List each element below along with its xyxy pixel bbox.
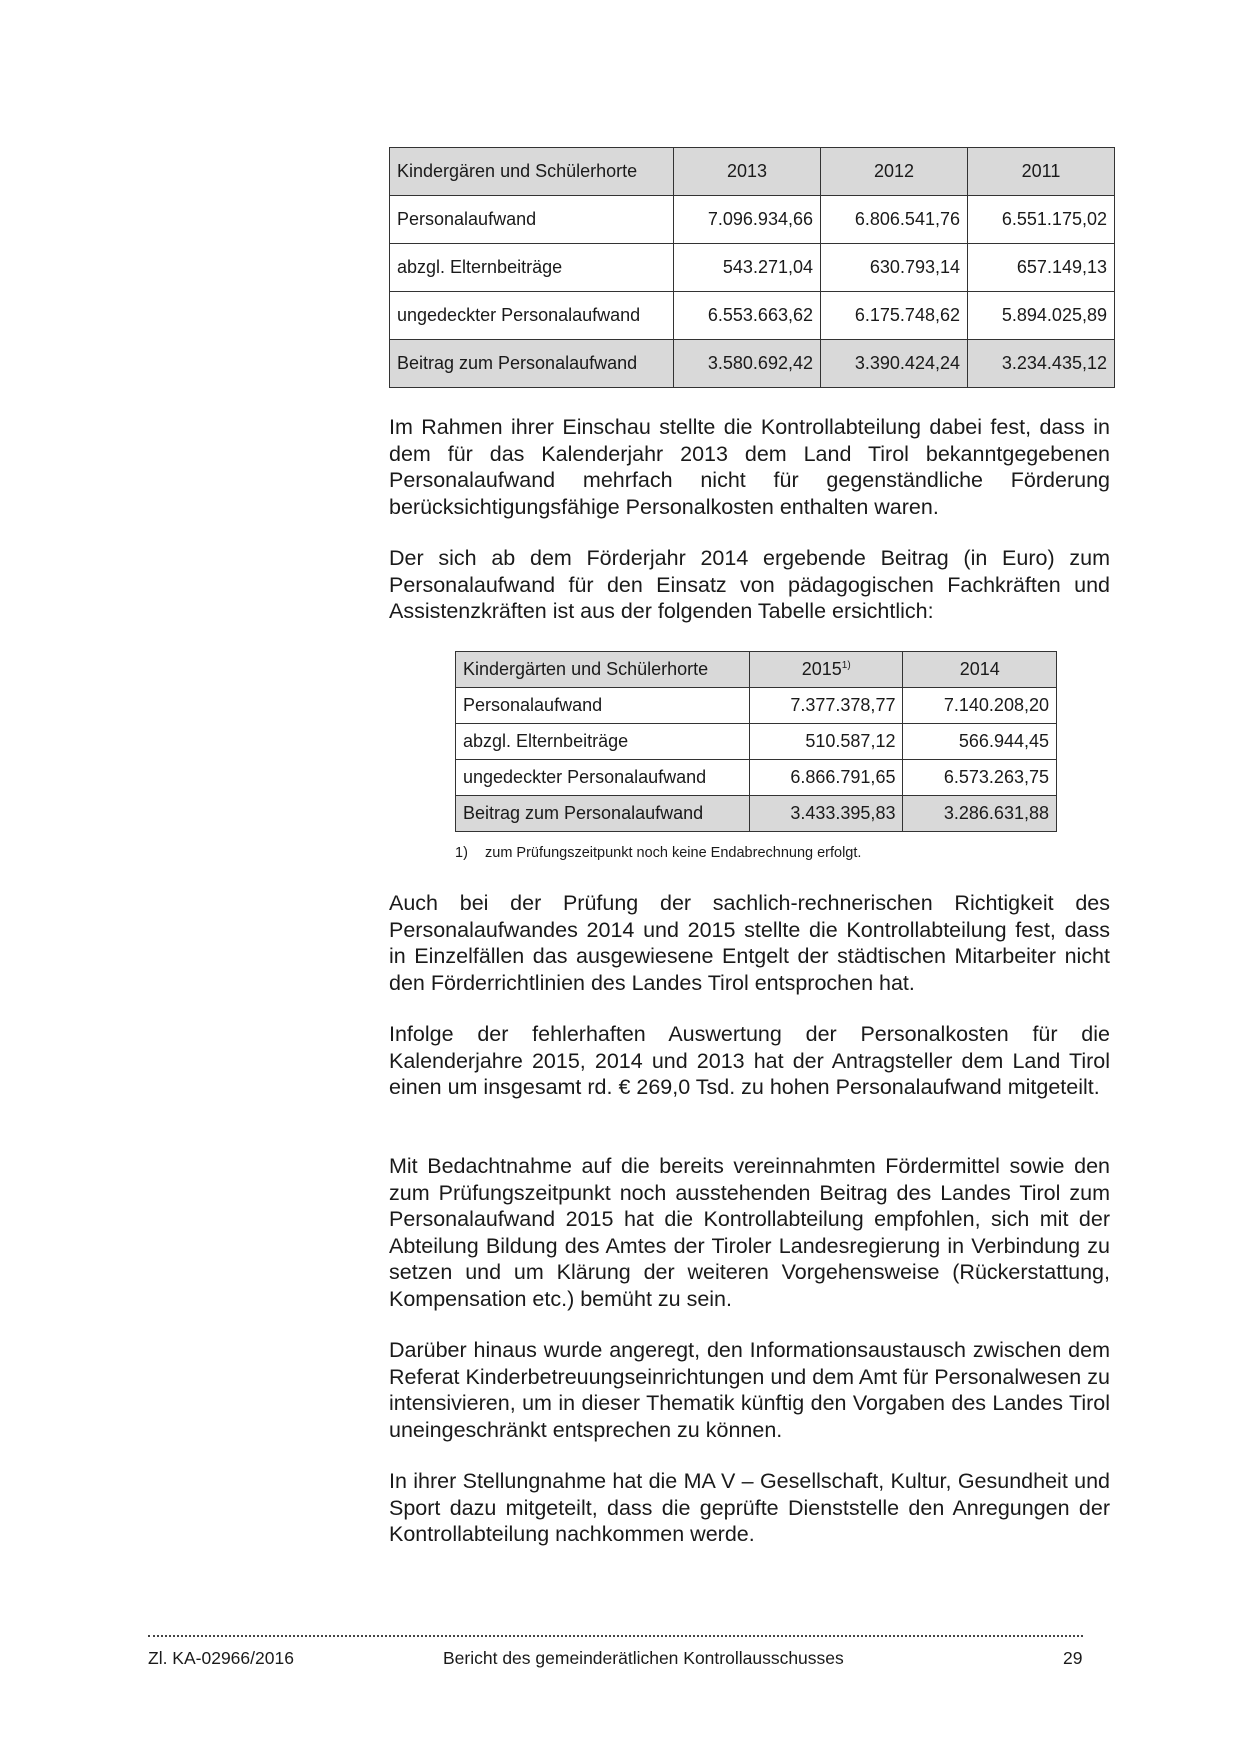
table-cell: ungedeckter Personalaufwand	[390, 292, 674, 340]
table-cell: Beitrag zum Personalaufwand	[390, 340, 674, 388]
footer-reference: Zl. KA-02966/2016	[148, 1648, 294, 1668]
table-cell: 7.096.934,66	[674, 196, 821, 244]
table-cell: 6.573.263,75	[903, 760, 1057, 796]
table-cell: 566.944,45	[903, 724, 1057, 760]
header-cell: 2011	[968, 148, 1115, 196]
table-cell: Personalaufwand	[390, 196, 674, 244]
table-cell: 6.806.541,76	[821, 196, 968, 244]
table-cell: 6.866.791,65	[749, 760, 903, 796]
paragraph: Infolge der fehlerhaften Auswertung der Personalkosten für die Kalenderjahre 2015, 2014 und 2013 hat der Antragsteller dem Land Tirol einen um insgesamt rd. € 269,0 Tsd. zu hohen Personalaufwand mitgeteilt.	[389, 1022, 1110, 1099]
paragraph: Darüber hinaus wurde angeregt, den Informationsaustausch zwischen dem Referat Kinderbetreuungseinrichtungen und dem Amt für Personalwesen zu intensivieren, um in dieser Thematik künftig den Vorgaben des Landes Tirol uneingeschränkt entsprechen zu können.	[389, 1338, 1110, 1442]
table-row	[390, 340, 1115, 388]
header-year: 2015	[801, 659, 842, 679]
table-cell: 3.580.692,42	[674, 340, 821, 388]
table-row	[456, 760, 1057, 796]
table-footnote	[455, 845, 861, 861]
table-cell: 7.377.378,77	[749, 688, 903, 724]
paragraph: Mit Bedachtnahme auf die bereits vereinnahmten Fördermittel sowie den zum Prüfungszeitpunkt noch ausstehenden Beitrag des Landes Tirol zum Personalaufwand 2015 hat die Kontrollabteilung empfohlen, sich mit der Abteilung Bildung des Amtes der Tiroler Landesregierung in Verbindung zu setzen und um Klärung der weiteren Vorgehensweise (Rückerstattung, Kompensation etc.) bemüht zu sein.	[389, 1154, 1110, 1311]
table-header-row	[456, 652, 1057, 688]
table-cell: abzgl. Elternbeiträge	[456, 724, 750, 760]
table-cell: ungedeckter Personalaufwand	[456, 760, 750, 796]
table-cell: 630.793,14	[821, 244, 968, 292]
header-cell	[749, 652, 903, 688]
header-cell: 2013	[674, 148, 821, 196]
table-row	[390, 292, 1115, 340]
footnote-ref: 1)	[841, 660, 851, 671]
table-row	[456, 688, 1057, 724]
table-cell: Beitrag zum Personalaufwand	[456, 796, 750, 832]
table-personalaufwand-2011-2013	[389, 147, 1115, 388]
table-cell: 543.271,04	[674, 244, 821, 292]
footnote-mark: 1)	[455, 845, 468, 861]
header-cell: 2014	[903, 652, 1057, 688]
table-row	[456, 724, 1057, 760]
table-header-row	[390, 148, 1115, 196]
paragraph: Auch bei der Prüfung der sachlich-rechnerischen Richtigkeit des Personalaufwandes 2014 und 2015 stellte die Kontrollabteilung fest, dass in Einzelfällen das ausgewiesene Entgelt der städtischen Mitarbeiter nicht den Förderrichtlinien des Landes Tirol entsprochen hat.	[389, 891, 1110, 995]
table-cell: 3.433.395,83	[749, 796, 903, 832]
paragraph: In ihrer Stellungnahme hat die MA V – Gesellschaft, Kultur, Gesundheit und Sport dazu mitgeteilt, dass die geprüfte Dienststelle den Anregungen der Kontrollabteilung nachkommen werde.	[389, 1469, 1110, 1546]
table-cell: 6.553.663,62	[674, 292, 821, 340]
page-number: 29	[1063, 1648, 1083, 1668]
paragraph: Der sich ab dem Förderjahr 2014 ergebende Beitrag (in Euro) zum Personalaufwand für den Einsatz von pädagogischen Fachkräften und Assistenzkräften ist aus der folgenden Tabelle ersichtlich:	[389, 546, 1110, 623]
table-cell: 3.390.424,24	[821, 340, 968, 388]
table-cell: Personalaufwand	[456, 688, 750, 724]
table-cell: 6.175.748,62	[821, 292, 968, 340]
table-cell: 3.286.631,88	[903, 796, 1057, 832]
paragraph: Im Rahmen ihrer Einschau stellte die Kontrollabteilung dabei fest, dass in dem für das Kalenderjahr 2013 dem Land Tirol bekanntgegebenen Personalaufwand mehrfach nicht für gegenständliche Förderung berücksichtigungsfähige Personalkosten enthalten waren.	[389, 415, 1110, 519]
header-cell: Kindergären und Schülerhorte	[390, 148, 674, 196]
header-cell: 2012	[821, 148, 968, 196]
footer-divider	[148, 1635, 1083, 1637]
footer-title: Bericht des gemeinderätlichen Kontrollausschusses	[443, 1648, 844, 1668]
table-cell: 510.587,12	[749, 724, 903, 760]
table-row	[390, 244, 1115, 292]
table-cell: 5.894.025,89	[968, 292, 1115, 340]
table-row	[456, 796, 1057, 832]
table-cell: 7.140.208,20	[903, 688, 1057, 724]
table-row	[390, 196, 1115, 244]
table-personalaufwand-2014-2015	[455, 651, 1057, 832]
table-cell: 6.551.175,02	[968, 196, 1115, 244]
table-cell: 657.149,13	[968, 244, 1115, 292]
table-cell: 3.234.435,12	[968, 340, 1115, 388]
footnote-text: zum Prüfungszeitpunkt noch keine Endabrechnung erfolgt.	[485, 845, 862, 861]
table-cell: abzgl. Elternbeiträge	[390, 244, 674, 292]
header-cell: Kindergärten und Schülerhorte	[456, 652, 750, 688]
